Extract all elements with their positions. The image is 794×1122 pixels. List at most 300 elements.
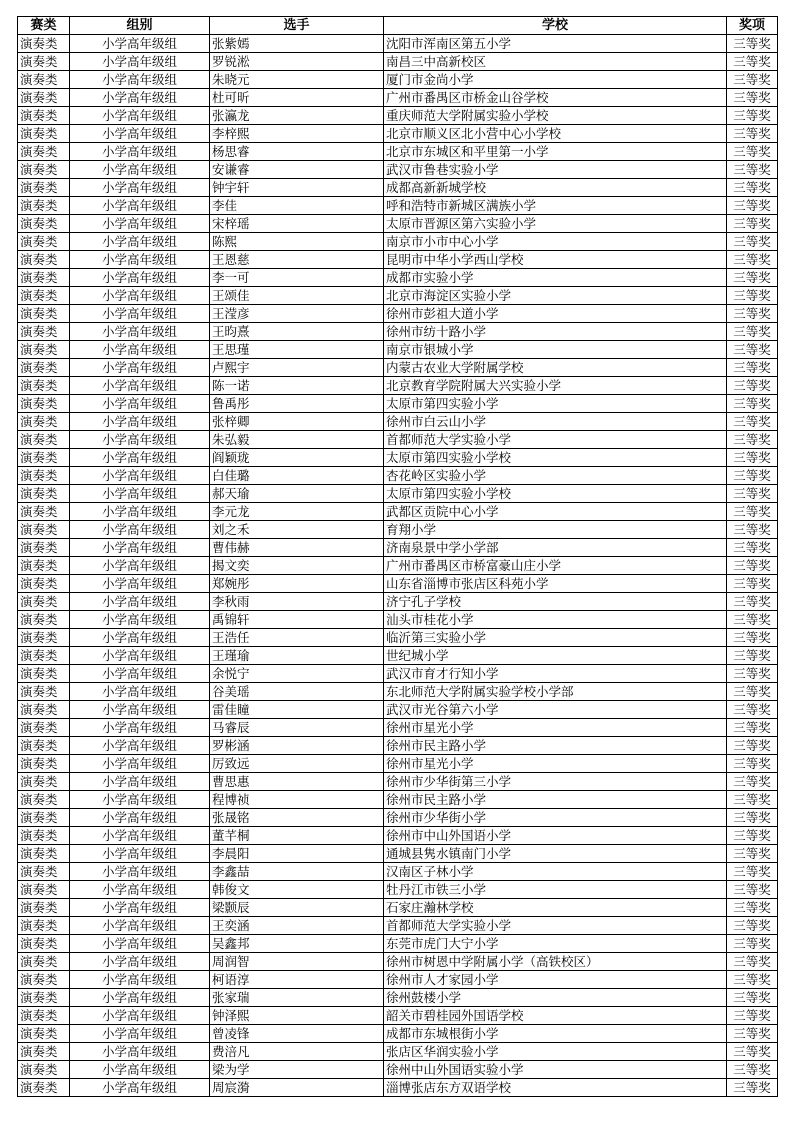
table-row — [18, 683, 778, 701]
cell-school: 南京市小市中心小学 — [384, 233, 727, 251]
cell-award: 三等奖 — [727, 1079, 778, 1097]
cell-contestant: 梁为学 — [210, 1061, 384, 1079]
cell-contestant: 张紫嫣 — [210, 35, 384, 53]
table-row — [18, 809, 778, 827]
cell-category: 演奏类 — [18, 359, 70, 377]
cell-contestant: 费涪凡 — [210, 1043, 384, 1061]
cell-contestant: 白佳璐 — [210, 467, 384, 485]
cell-group: 小学高年级组 — [70, 161, 210, 179]
cell-contestant: 雷佳瞳 — [210, 701, 384, 719]
cell-contestant: 梁颢辰 — [210, 899, 384, 917]
cell-school: 徐州市人才家园小学 — [384, 971, 727, 989]
cell-contestant: 李梓熙 — [210, 125, 384, 143]
cell-category: 演奏类 — [18, 665, 70, 683]
cell-group: 小学高年级组 — [70, 953, 210, 971]
cell-contestant: 李佳 — [210, 197, 384, 215]
cell-award: 三等奖 — [727, 467, 778, 485]
cell-award: 三等奖 — [727, 881, 778, 899]
cell-contestant: 钟泽熙 — [210, 1007, 384, 1025]
table-row — [18, 557, 778, 575]
table-row — [18, 989, 778, 1007]
cell-category: 演奏类 — [18, 341, 70, 359]
table-row — [18, 845, 778, 863]
cell-award: 三等奖 — [727, 953, 778, 971]
cell-group: 小学高年级组 — [70, 413, 210, 431]
cell-contestant: 王恩慈 — [210, 251, 384, 269]
table-row — [18, 143, 778, 161]
table-row — [18, 305, 778, 323]
cell-award: 三等奖 — [727, 233, 778, 251]
table-row — [18, 377, 778, 395]
cell-school: 徐州市星光小学 — [384, 755, 727, 773]
cell-contestant: 安谦睿 — [210, 161, 384, 179]
cell-award: 三等奖 — [727, 1043, 778, 1061]
table-row — [18, 881, 778, 899]
cell-category: 演奏类 — [18, 1079, 70, 1097]
table-row — [18, 125, 778, 143]
table-row — [18, 665, 778, 683]
table-row — [18, 503, 778, 521]
table-row — [18, 521, 778, 539]
cell-category: 演奏类 — [18, 467, 70, 485]
cell-school: 淄博张店东方双语学校 — [384, 1079, 727, 1097]
cell-group: 小学高年级组 — [70, 287, 210, 305]
cell-group: 小学高年级组 — [70, 611, 210, 629]
cell-award: 三等奖 — [727, 197, 778, 215]
cell-contestant: 王思瑾 — [210, 341, 384, 359]
cell-contestant: 罗彬涵 — [210, 737, 384, 755]
cell-category: 演奏类 — [18, 971, 70, 989]
table-row — [18, 827, 778, 845]
cell-award: 三等奖 — [727, 593, 778, 611]
cell-contestant: 王浩任 — [210, 629, 384, 647]
cell-school: 通城县隽水镇南门小学 — [384, 845, 727, 863]
cell-school: 北京教育学院附属大兴实验小学 — [384, 377, 727, 395]
cell-school: 昆明市中华小学西山学校 — [384, 251, 727, 269]
cell-school: 武都区贡院中心小学 — [384, 503, 727, 521]
cell-school: 杏花岭区实验小学 — [384, 467, 727, 485]
table-row — [18, 737, 778, 755]
cell-contestant: 刘之禾 — [210, 521, 384, 539]
cell-group: 小学高年级组 — [70, 791, 210, 809]
cell-contestant: 王颂佳 — [210, 287, 384, 305]
cell-award: 三等奖 — [727, 755, 778, 773]
table-row — [18, 89, 778, 107]
cell-award: 三等奖 — [727, 1025, 778, 1043]
cell-group: 小学高年级组 — [70, 575, 210, 593]
cell-award: 三等奖 — [727, 107, 778, 125]
cell-group: 小学高年级组 — [70, 71, 210, 89]
cell-school: 沈阳市浑南区第五小学 — [384, 35, 727, 53]
cell-school: 首都师范大学实验小学 — [384, 431, 727, 449]
cell-contestant: 曹伟赫 — [210, 539, 384, 557]
cell-group: 小学高年级组 — [70, 863, 210, 881]
cell-award: 三等奖 — [727, 863, 778, 881]
cell-category: 演奏类 — [18, 233, 70, 251]
cell-school: 石家庄瀚林学校 — [384, 899, 727, 917]
cell-category: 演奏类 — [18, 827, 70, 845]
cell-contestant: 陈一诺 — [210, 377, 384, 395]
table-row — [18, 593, 778, 611]
cell-contestant: 马睿辰 — [210, 719, 384, 737]
table-row — [18, 755, 778, 773]
cell-group: 小学高年级组 — [70, 251, 210, 269]
cell-award: 三等奖 — [727, 71, 778, 89]
cell-category: 演奏类 — [18, 737, 70, 755]
cell-contestant: 吴鑫邦 — [210, 935, 384, 953]
cell-award: 三等奖 — [727, 449, 778, 467]
table-row — [18, 1043, 778, 1061]
cell-category: 演奏类 — [18, 71, 70, 89]
cell-award: 三等奖 — [727, 413, 778, 431]
cell-group: 小学高年级组 — [70, 269, 210, 287]
cell-award: 三等奖 — [727, 521, 778, 539]
cell-group: 小学高年级组 — [70, 35, 210, 53]
cell-group: 小学高年级组 — [70, 1007, 210, 1025]
table-row — [18, 53, 778, 71]
table-row — [18, 629, 778, 647]
cell-award: 三等奖 — [727, 737, 778, 755]
cell-school: 太原市第四实验小学 — [384, 395, 727, 413]
table-row — [18, 233, 778, 251]
cell-category: 演奏类 — [18, 89, 70, 107]
cell-category: 演奏类 — [18, 917, 70, 935]
cell-group: 小学高年级组 — [70, 467, 210, 485]
cell-contestant: 陈熙 — [210, 233, 384, 251]
cell-category: 演奏类 — [18, 503, 70, 521]
cell-group: 小学高年级组 — [70, 539, 210, 557]
cell-group: 小学高年级组 — [70, 233, 210, 251]
cell-school: 济南泉景中学小学部 — [384, 539, 727, 557]
cell-school: 武汉市鲁巷实验小学 — [384, 161, 727, 179]
cell-school: 育翔小学 — [384, 521, 727, 539]
cell-award: 三等奖 — [727, 683, 778, 701]
table-row — [18, 215, 778, 233]
cell-school: 徐州市民主路小学 — [384, 791, 727, 809]
cell-school: 南昌三中高新校区 — [384, 53, 727, 71]
cell-group: 小学高年级组 — [70, 197, 210, 215]
cell-school: 太原市第四实验小学校 — [384, 449, 727, 467]
cell-category: 演奏类 — [18, 557, 70, 575]
table-row — [18, 395, 778, 413]
cell-category: 演奏类 — [18, 251, 70, 269]
cell-award: 三等奖 — [727, 125, 778, 143]
cell-award: 三等奖 — [727, 1061, 778, 1079]
cell-award: 三等奖 — [727, 773, 778, 791]
cell-category: 演奏类 — [18, 431, 70, 449]
cell-contestant: 韩俊文 — [210, 881, 384, 899]
cell-category: 演奏类 — [18, 1061, 70, 1079]
cell-school: 武汉市光谷第六小学 — [384, 701, 727, 719]
cell-award: 三等奖 — [727, 791, 778, 809]
cell-group: 小学高年级组 — [70, 305, 210, 323]
table-row — [18, 287, 778, 305]
cell-group: 小学高年级组 — [70, 323, 210, 341]
cell-award: 三等奖 — [727, 539, 778, 557]
cell-school: 韶关市碧桂园外国语学校 — [384, 1007, 727, 1025]
cell-school: 成都市东城根街小学 — [384, 1025, 727, 1043]
cell-contestant: 李一可 — [210, 269, 384, 287]
cell-contestant: 禹锦轩 — [210, 611, 384, 629]
cell-group: 小学高年级组 — [70, 971, 210, 989]
cell-category: 演奏类 — [18, 377, 70, 395]
cell-award: 三等奖 — [727, 377, 778, 395]
table-row — [18, 953, 778, 971]
cell-group: 小学高年级组 — [70, 917, 210, 935]
cell-category: 演奏类 — [18, 701, 70, 719]
cell-award: 三等奖 — [727, 287, 778, 305]
cell-school: 徐州市星光小学 — [384, 719, 727, 737]
cell-contestant: 程博祯 — [210, 791, 384, 809]
table-row — [18, 791, 778, 809]
cell-contestant: 鲁禹彤 — [210, 395, 384, 413]
cell-school: 成都高新新城学校 — [384, 179, 727, 197]
cell-school: 北京市顺义区北小营中心小学校 — [384, 125, 727, 143]
cell-contestant: 朱弘毅 — [210, 431, 384, 449]
table-row — [18, 575, 778, 593]
cell-category: 演奏类 — [18, 35, 70, 53]
cell-award: 三等奖 — [727, 35, 778, 53]
cell-category: 演奏类 — [18, 323, 70, 341]
cell-group: 小学高年级组 — [70, 521, 210, 539]
table-row — [18, 71, 778, 89]
table-row — [18, 1079, 778, 1097]
cell-contestant: 郝天瑜 — [210, 485, 384, 503]
cell-group: 小学高年级组 — [70, 1079, 210, 1097]
cell-category: 演奏类 — [18, 215, 70, 233]
cell-award: 三等奖 — [727, 485, 778, 503]
cell-group: 小学高年级组 — [70, 701, 210, 719]
cell-group: 小学高年级组 — [70, 827, 210, 845]
table-row — [18, 467, 778, 485]
cell-contestant: 王瑾瑜 — [210, 647, 384, 665]
table-row — [18, 413, 778, 431]
cell-school: 山东省淄博市张店区科苑小学 — [384, 575, 727, 593]
cell-contestant: 曹思惠 — [210, 773, 384, 791]
cell-contestant: 厉致远 — [210, 755, 384, 773]
cell-category: 演奏类 — [18, 107, 70, 125]
awards-table — [17, 16, 778, 1097]
cell-group: 小学高年级组 — [70, 845, 210, 863]
cell-category: 演奏类 — [18, 179, 70, 197]
cell-school: 呼和浩特市新城区满族小学 — [384, 197, 727, 215]
table-row — [18, 251, 778, 269]
cell-group: 小学高年级组 — [70, 485, 210, 503]
cell-group: 小学高年级组 — [70, 935, 210, 953]
header-group: 组别 — [70, 17, 210, 35]
cell-category: 演奏类 — [18, 611, 70, 629]
cell-contestant: 谷美瑶 — [210, 683, 384, 701]
cell-contestant: 阎颖珑 — [210, 449, 384, 467]
cell-category: 演奏类 — [18, 935, 70, 953]
cell-contestant: 张晟铭 — [210, 809, 384, 827]
cell-category: 演奏类 — [18, 413, 70, 431]
cell-group: 小学高年级组 — [70, 899, 210, 917]
cell-group: 小学高年级组 — [70, 683, 210, 701]
cell-contestant: 曾凌锋 — [210, 1025, 384, 1043]
cell-award: 三等奖 — [727, 161, 778, 179]
table-row — [18, 431, 778, 449]
cell-category: 演奏类 — [18, 125, 70, 143]
cell-contestant: 杨思睿 — [210, 143, 384, 161]
cell-school: 厦门市金尚小学 — [384, 71, 727, 89]
cell-school: 武汉市育才行知小学 — [384, 665, 727, 683]
cell-category: 演奏类 — [18, 647, 70, 665]
table-body — [18, 35, 778, 1097]
table-row — [18, 35, 778, 53]
cell-group: 小学高年级组 — [70, 359, 210, 377]
table-row — [18, 773, 778, 791]
table-header — [18, 17, 778, 35]
cell-school: 东莞市虎门大宁小学 — [384, 935, 727, 953]
cell-award: 三等奖 — [727, 557, 778, 575]
cell-school: 徐州市中山外国语小学 — [384, 827, 727, 845]
cell-contestant: 余悦宁 — [210, 665, 384, 683]
cell-category: 演奏类 — [18, 809, 70, 827]
cell-award: 三等奖 — [727, 431, 778, 449]
cell-category: 演奏类 — [18, 197, 70, 215]
cell-contestant: 罗锐淞 — [210, 53, 384, 71]
cell-group: 小学高年级组 — [70, 755, 210, 773]
cell-award: 三等奖 — [727, 251, 778, 269]
cell-category: 演奏类 — [18, 485, 70, 503]
cell-group: 小学高年级组 — [70, 737, 210, 755]
cell-school: 世纪城小学 — [384, 647, 727, 665]
cell-category: 演奏类 — [18, 755, 70, 773]
header-contestant: 选手 — [210, 17, 384, 35]
table-row — [18, 917, 778, 935]
cell-category: 演奏类 — [18, 989, 70, 1007]
cell-school: 南京市银城小学 — [384, 341, 727, 359]
cell-award: 三等奖 — [727, 935, 778, 953]
table-row — [18, 179, 778, 197]
cell-school: 汕头市桂花小学 — [384, 611, 727, 629]
cell-group: 小学高年级组 — [70, 503, 210, 521]
header-category: 赛类 — [18, 17, 70, 35]
table-row — [18, 611, 778, 629]
cell-school: 徐州市少华街第三小学 — [384, 773, 727, 791]
table-row — [18, 899, 778, 917]
cell-contestant: 张瀛龙 — [210, 107, 384, 125]
cell-category: 演奏类 — [18, 1043, 70, 1061]
cell-group: 小学高年级组 — [70, 665, 210, 683]
cell-school: 成都市实验小学 — [384, 269, 727, 287]
table-row — [18, 863, 778, 881]
header-row — [18, 17, 778, 35]
cell-group: 小学高年级组 — [70, 179, 210, 197]
cell-award: 三等奖 — [727, 971, 778, 989]
cell-group: 小学高年级组 — [70, 557, 210, 575]
cell-award: 三等奖 — [727, 503, 778, 521]
cell-group: 小学高年级组 — [70, 593, 210, 611]
cell-school: 首都师范大学实验小学 — [384, 917, 727, 935]
cell-school: 太原市晋源区第六实验小学 — [384, 215, 727, 233]
cell-school: 东北师范大学附属实验学校小学部 — [384, 683, 727, 701]
cell-category: 演奏类 — [18, 1007, 70, 1025]
cell-award: 三等奖 — [727, 575, 778, 593]
cell-school: 内蒙古农业大学附属学校 — [384, 359, 727, 377]
cell-school: 北京市东城区和平里第一小学 — [384, 143, 727, 161]
cell-category: 演奏类 — [18, 53, 70, 71]
table-row — [18, 161, 778, 179]
header-school: 学校 — [384, 17, 727, 35]
cell-award: 三等奖 — [727, 53, 778, 71]
cell-award: 三等奖 — [727, 629, 778, 647]
cell-group: 小学高年级组 — [70, 125, 210, 143]
cell-category: 演奏类 — [18, 305, 70, 323]
cell-category: 演奏类 — [18, 773, 70, 791]
cell-group: 小学高年级组 — [70, 143, 210, 161]
table-row — [18, 1007, 778, 1025]
cell-contestant: 揭文奕 — [210, 557, 384, 575]
cell-award: 三等奖 — [727, 989, 778, 1007]
cell-award: 三等奖 — [727, 647, 778, 665]
cell-award: 三等奖 — [727, 899, 778, 917]
cell-group: 小学高年级组 — [70, 1061, 210, 1079]
cell-contestant: 董芊桐 — [210, 827, 384, 845]
cell-award: 三等奖 — [727, 665, 778, 683]
cell-category: 演奏类 — [18, 161, 70, 179]
cell-school: 太原市第四实验小学校 — [384, 485, 727, 503]
cell-group: 小学高年级组 — [70, 377, 210, 395]
cell-school: 徐州鼓楼小学 — [384, 989, 727, 1007]
table-row — [18, 341, 778, 359]
cell-contestant: 柯语淳 — [210, 971, 384, 989]
cell-group: 小学高年级组 — [70, 773, 210, 791]
cell-category: 演奏类 — [18, 683, 70, 701]
cell-school: 济宁孔子学校 — [384, 593, 727, 611]
table-row — [18, 971, 778, 989]
table-row — [18, 359, 778, 377]
cell-group: 小学高年级组 — [70, 881, 210, 899]
cell-contestant: 周宸漪 — [210, 1079, 384, 1097]
table-row — [18, 1025, 778, 1043]
cell-contestant: 钟宇轩 — [210, 179, 384, 197]
cell-contestant: 周润智 — [210, 953, 384, 971]
cell-contestant: 朱晓元 — [210, 71, 384, 89]
cell-award: 三等奖 — [727, 845, 778, 863]
cell-category: 演奏类 — [18, 899, 70, 917]
cell-contestant: 李元龙 — [210, 503, 384, 521]
cell-group: 小学高年级组 — [70, 89, 210, 107]
cell-award: 三等奖 — [727, 215, 778, 233]
cell-school: 北京市海淀区实验小学 — [384, 287, 727, 305]
table-row — [18, 449, 778, 467]
cell-category: 演奏类 — [18, 521, 70, 539]
table-row — [18, 719, 778, 737]
cell-school: 牡丹江市铁三小学 — [384, 881, 727, 899]
cell-school: 广州市番禺区市桥富豪山庄小学 — [384, 557, 727, 575]
cell-award: 三等奖 — [727, 359, 778, 377]
cell-group: 小学高年级组 — [70, 719, 210, 737]
cell-category: 演奏类 — [18, 269, 70, 287]
cell-category: 演奏类 — [18, 845, 70, 863]
cell-award: 三等奖 — [727, 305, 778, 323]
cell-award: 三等奖 — [727, 179, 778, 197]
cell-category: 演奏类 — [18, 863, 70, 881]
cell-category: 演奏类 — [18, 395, 70, 413]
cell-contestant: 杜可昕 — [210, 89, 384, 107]
cell-category: 演奏类 — [18, 575, 70, 593]
cell-category: 演奏类 — [18, 719, 70, 737]
cell-category: 演奏类 — [18, 539, 70, 557]
cell-school: 重庆师范大学附属实验小学校 — [384, 107, 727, 125]
cell-contestant: 李秋雨 — [210, 593, 384, 611]
cell-category: 演奏类 — [18, 629, 70, 647]
table-row — [18, 1061, 778, 1079]
cell-contestant: 李晨阳 — [210, 845, 384, 863]
cell-award: 三等奖 — [727, 611, 778, 629]
